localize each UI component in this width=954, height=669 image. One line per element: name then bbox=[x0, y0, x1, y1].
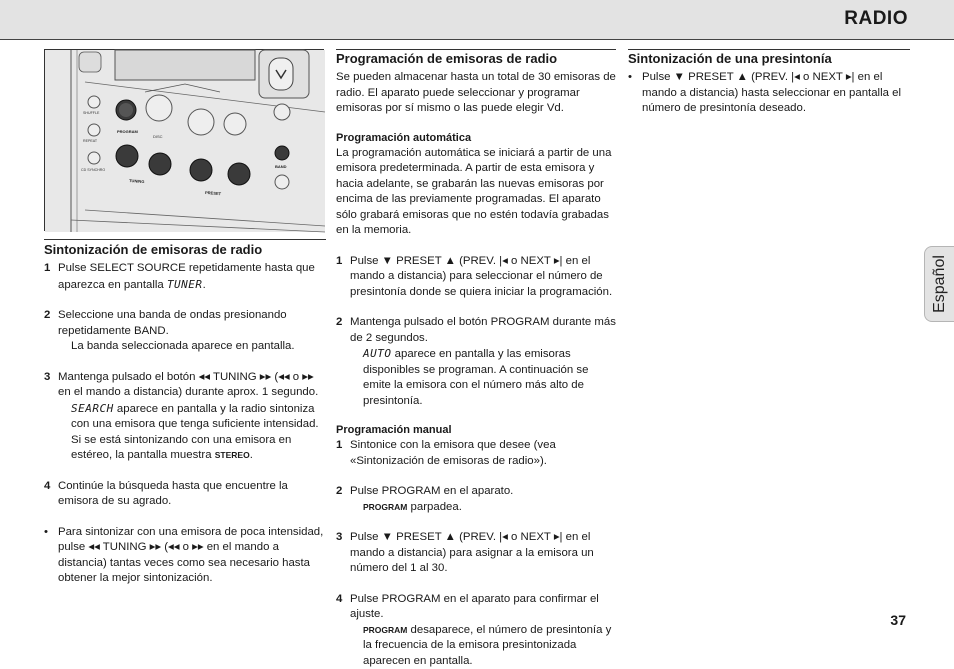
manual-step-1 bbox=[336, 438, 616, 469]
tuning-step-2 bbox=[44, 308, 326, 355]
lcd-text-tuner: TUNER bbox=[167, 278, 203, 291]
figure-label-disc: DISC bbox=[153, 134, 163, 139]
step-note: La banda seleccionada aparece en pantalla. bbox=[58, 339, 326, 355]
header-bar bbox=[0, 0, 954, 40]
figure-label-program: PROGRAM bbox=[117, 129, 139, 134]
manual-step-2 bbox=[336, 484, 616, 515]
step-text: Pulse PROGRAM en el aparato. bbox=[350, 485, 513, 497]
step-number: 4 bbox=[44, 479, 50, 495]
svg-text:CD SYNCHRO: CD SYNCHRO bbox=[81, 168, 105, 172]
tip-text: Pulse ▼ PRESET ▲ (PREV. |◂ o NEXT ▸| en el mando a distancia) hasta seleccionar en pantalla el número de presintonía deseado. bbox=[642, 71, 901, 114]
tuning-step-4 bbox=[44, 479, 326, 510]
auto-step-2 bbox=[336, 315, 616, 409]
step-text: Pulse PROGRAM en el aparato para confirmar el ajuste. bbox=[350, 593, 599, 621]
column-left bbox=[44, 49, 326, 587]
device-illustration bbox=[44, 49, 324, 231]
preset-tip bbox=[628, 70, 910, 117]
heading-programming: Programación de emisoras de radio bbox=[336, 49, 616, 69]
stereo-indicator: STEREO bbox=[215, 450, 250, 460]
step-number: 2 bbox=[44, 308, 50, 324]
lcd-text-auto: AUTO bbox=[363, 347, 392, 360]
step-text: Seleccione una banda de ondas presionando repetidamente BAND. bbox=[58, 309, 287, 337]
bullet: • bbox=[628, 70, 632, 86]
heading-tuning: Sintonización de emisoras de radio bbox=[44, 239, 326, 260]
heading-manual-programming: Programación manual bbox=[336, 423, 616, 438]
bullet: • bbox=[44, 525, 48, 541]
programming-intro: Se pueden almacenar hasta un total de 30 emisoras de radio. El aparato puede seleccionar y programar emisoras por sí mismo o las puede elegir Vd. bbox=[336, 70, 616, 117]
step-note: PROGRAM parpadea. bbox=[350, 500, 616, 516]
auto-intro: La programación automática se iniciará a partir de una emisora predeterminada. A partir de esta emisora y hacia adelante, se grabarán las nuevas emisoras por encima de las previamente programadas. El aparato sólo grabará emisoras que no estén todavía grabadas en la memoria. bbox=[336, 146, 616, 239]
svg-text:SHUFFLE: SHUFFLE bbox=[83, 111, 100, 115]
manual-step-3 bbox=[336, 530, 616, 577]
step-text: Pulse ▼ PRESET ▲ (PREV. |◂ o NEXT ▸| en el mando a distancia) para seleccionar el número de presintonía donde se quiera iniciar la programación. bbox=[350, 255, 612, 298]
language-tab bbox=[924, 246, 954, 322]
tuning-tip bbox=[44, 525, 326, 587]
page-number: 37 bbox=[890, 612, 906, 628]
step-number: 2 bbox=[336, 484, 342, 500]
step-note: SEARCH aparece en pantalla y la radio sintoniza con una emisora que tenga suficiente intensidad. Si se está sintonizando con una emisora en estéreo, la pantalla muestra STEREO. bbox=[58, 401, 326, 464]
figure-label-tuning: TUNING bbox=[129, 178, 145, 184]
program-indicator: PROGRAM bbox=[363, 625, 407, 635]
tuning-step-1 bbox=[44, 261, 326, 293]
manual-step-4 bbox=[336, 592, 616, 669]
step-text: Sintonice con la emisora que desee (vea «Sintonización de emisoras de radio»). bbox=[350, 439, 556, 467]
tip-text: Para sintonizar con una emisora de poca intensidad, pulse ◂◂ TUNING ▸▸ (◂◂ o ▸▸ en el mando a distancia) tantas veces como sea necesario hasta obtener la mejor sintonización. bbox=[58, 526, 323, 585]
step-number: 1 bbox=[336, 254, 342, 270]
step-text: . bbox=[203, 279, 206, 291]
column-right bbox=[628, 49, 910, 117]
language-tab-label: Español bbox=[931, 255, 949, 313]
step-number: 3 bbox=[336, 530, 342, 546]
step-text: Mantenga pulsado el botón PROGRAM durante más de 2 segundos. bbox=[350, 316, 616, 344]
section-title: RADIO bbox=[844, 8, 908, 30]
step-number: 2 bbox=[336, 315, 342, 331]
svg-text:REPEAT: REPEAT bbox=[83, 139, 98, 143]
step-note: AUTO aparece en pantalla y las emisoras disponibles se programan. A continuación se emite la emisora con el número más alto de presintonía. bbox=[350, 346, 616, 409]
tuning-step-3 bbox=[44, 370, 326, 464]
step-text: Pulse SELECT SOURCE repetidamente hasta que aparezca en pantalla bbox=[58, 262, 315, 291]
step-text: Continúe la búsqueda hasta que encuentre la emisora de su agrado. bbox=[58, 480, 288, 508]
step-note: PROGRAM desaparece, el número de presintonía y la frecuencia de la emisora presintonizada aparecen en pantalla. bbox=[350, 623, 616, 669]
heading-auto-programming: Programación automática bbox=[336, 131, 616, 146]
auto-step-1 bbox=[336, 254, 616, 301]
figure-label-band: BAND bbox=[275, 164, 287, 169]
step-number: 4 bbox=[336, 592, 342, 608]
step-number: 3 bbox=[44, 370, 50, 386]
figure-label-preset: PRESET bbox=[205, 190, 222, 196]
lcd-text-search: SEARCH bbox=[71, 402, 114, 415]
column-middle bbox=[336, 49, 616, 669]
step-text: Pulse ▼ PRESET ▲ (PREV. |◂ o NEXT ▸| en el mando a distancia) para asignar a la emisora un número del 1 al 30. bbox=[350, 531, 594, 574]
step-number: 1 bbox=[336, 438, 342, 454]
heading-preset-tuning: Sintonización de una presintonía bbox=[628, 49, 910, 69]
program-indicator: PROGRAM bbox=[363, 502, 407, 512]
step-number: 1 bbox=[44, 261, 50, 277]
step-text: Mantenga pulsado el botón ◂◂ TUNING ▸▸ (◂◂ o ▸▸ en el mando a distancia) durante aprox. 1 segundo. bbox=[58, 371, 318, 399]
